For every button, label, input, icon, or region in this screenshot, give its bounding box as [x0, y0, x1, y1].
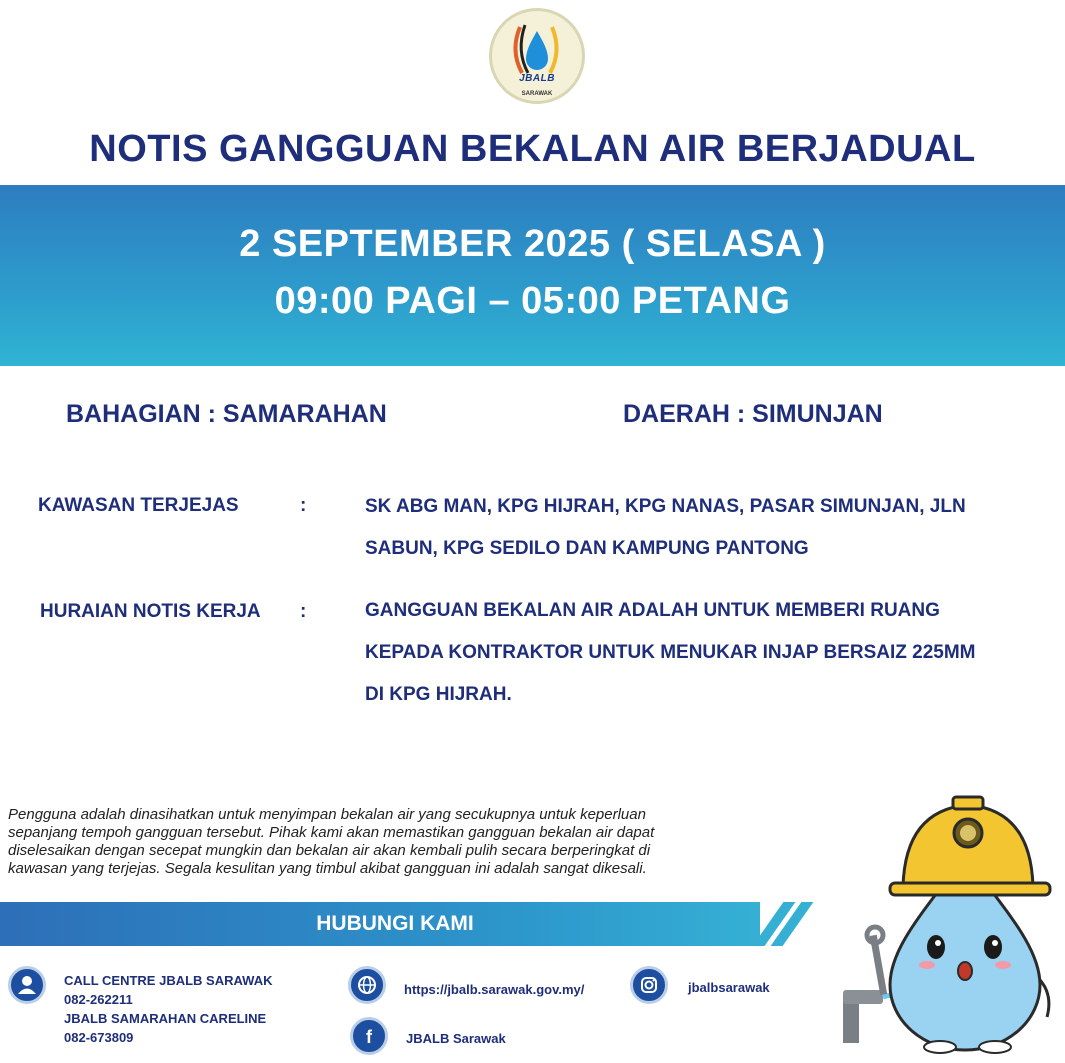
logo-name: JBALB: [519, 73, 555, 84]
affected-line: SK ABG MAN, KPG HIJRAH, KPG NANAS, PASAR SIMUNJAN, JLN: [365, 496, 966, 517]
call-centre-phone[interactable]: 082-262211: [64, 992, 133, 1007]
careline-label: JBALB SAMARAHAN CARELINE: [64, 1011, 267, 1026]
affected-area-label: KAWASAN TERJEJAS: [38, 495, 239, 516]
work-description-text: [365, 590, 1045, 716]
instagram-icon: [630, 966, 668, 1004]
advice-line: Pengguna adalah dinasihatkan untuk menyimpan bekalan air yang secukupnya untuk keperluan: [8, 806, 646, 823]
work-description-colon: :: [300, 601, 307, 622]
notice-title: NOTIS GANGGUAN BEKALAN AIR BERJADUAL: [89, 128, 976, 170]
work-line: KEPADA KONTRAKTOR UNTUK MENUKAR INJAP BERSAIZ 225MM: [365, 642, 976, 663]
facebook-link[interactable]: JBALB Sarawak: [406, 1031, 506, 1046]
schedule-date: 2 SEPTEMBER 2025 ( SELASA ): [239, 223, 826, 265]
work-line: DI KPG HIJRAH.: [365, 684, 512, 705]
work-line: GANGGUAN BEKALAN AIR ADALAH UNTUK MEMBERI RUANG: [365, 600, 940, 621]
svg-text:f: f: [366, 1027, 372, 1047]
schedule-banner: [0, 185, 1065, 366]
call-centre-block: [64, 971, 273, 1047]
affected-area-colon: :: [300, 495, 307, 516]
work-description-label: HURAIAN NOTIS KERJA: [40, 601, 261, 622]
schedule-time: 09:00 PAGI – 05:00 PETANG: [274, 280, 791, 322]
globe-icon: [348, 966, 386, 1004]
contact-heading-bar: [0, 902, 760, 946]
division-label: BAHAGIAN : SAMARAHAN: [66, 400, 387, 428]
affected-area-text: [365, 486, 1045, 570]
careline-phone[interactable]: 082-673809: [64, 1030, 134, 1045]
jbalb-logo: [489, 8, 585, 104]
user-icon: [8, 966, 46, 1004]
contact-heading: HUBUNGI KAMI: [316, 912, 474, 935]
mascot-water-drop-icon: [835, 795, 1060, 1057]
advice-line: kawasan yang terjejas. Segala kesulitan yang timbul akibat gangguan ini adalah sangat dikesali.: [8, 860, 647, 877]
advice-line: diselesaikan dengan secepat mungkin dan bekalan air akan kembali pulih secara berperingkat di: [8, 842, 651, 859]
logo-region: SARAWAK: [521, 91, 553, 97]
website-link[interactable]: https://jbalb.sarawak.gov.my/: [404, 982, 585, 997]
water-drop-logo-icon: [492, 11, 582, 101]
facebook-icon: [350, 1017, 388, 1055]
district-label: DAERAH : SIMUNJAN: [623, 400, 883, 428]
instagram-link[interactable]: jbalbsarawak: [688, 980, 770, 995]
advice-paragraph: [8, 806, 798, 878]
call-centre-label: CALL CENTRE JBALB SARAWAK: [64, 973, 273, 988]
affected-line: SABUN, KPG SEDILO DAN KAMPUNG PANTONG: [365, 538, 809, 559]
advice-line: sepanjang tempoh gangguan tersebut. Pihak kami akan memastikan gangguan bekalan air dapat: [8, 824, 655, 841]
